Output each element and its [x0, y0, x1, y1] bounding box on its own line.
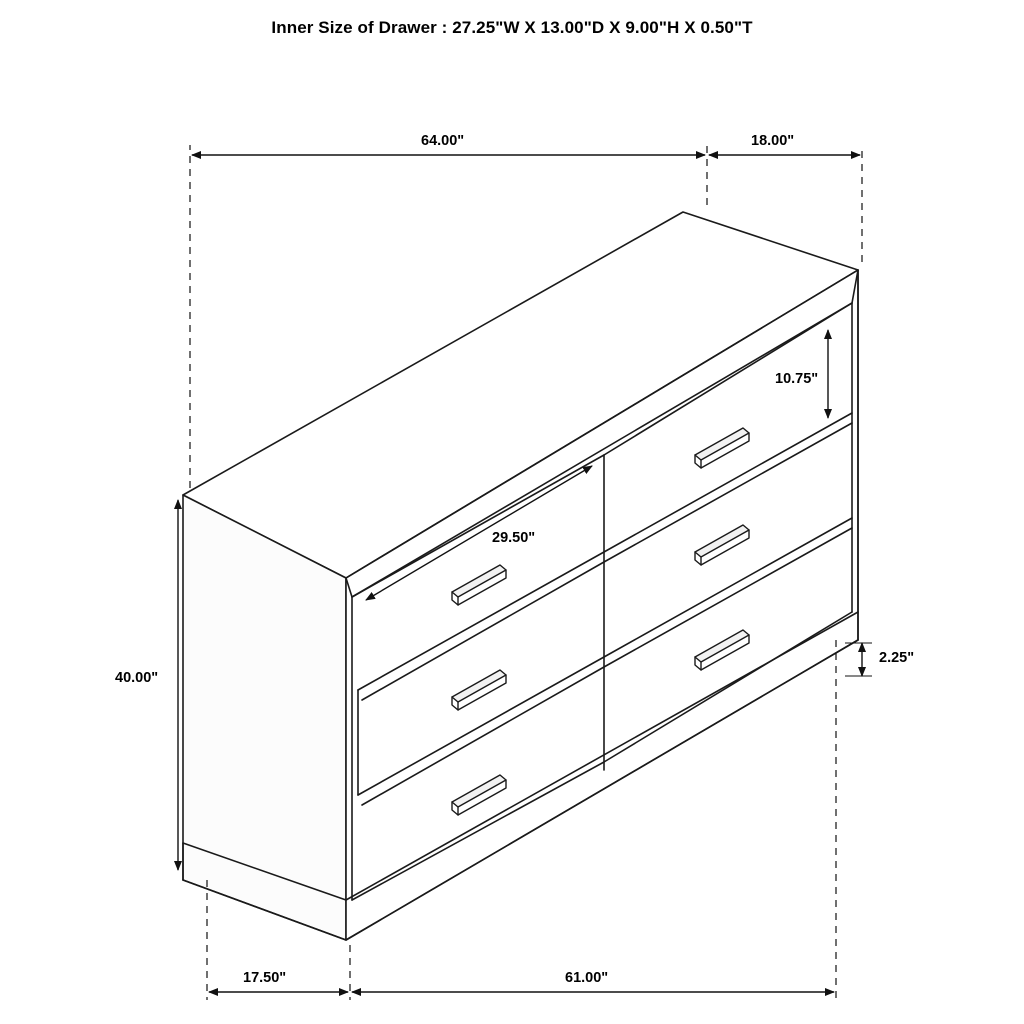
page-title: Inner Size of Drawer : 27.25"W X 13.00"D X 9.00"H X 0.50"T: [271, 18, 753, 37]
dimension-label-overall-height: 40.00": [112, 670, 161, 686]
dimension-label-plinth-height: 2.25": [876, 650, 917, 666]
dimension-label-base-width: 61.00": [562, 970, 611, 986]
dimension-label-top-width: 64.00": [418, 133, 467, 149]
dimension-label-drawer-diagonal: 29.50": [489, 530, 538, 546]
dimension-label-top-depth: 18.00": [748, 133, 797, 149]
dimension-label-base-depth: 17.50": [240, 970, 289, 986]
dimension-label-top-drawer-height: 10.75": [772, 371, 821, 387]
